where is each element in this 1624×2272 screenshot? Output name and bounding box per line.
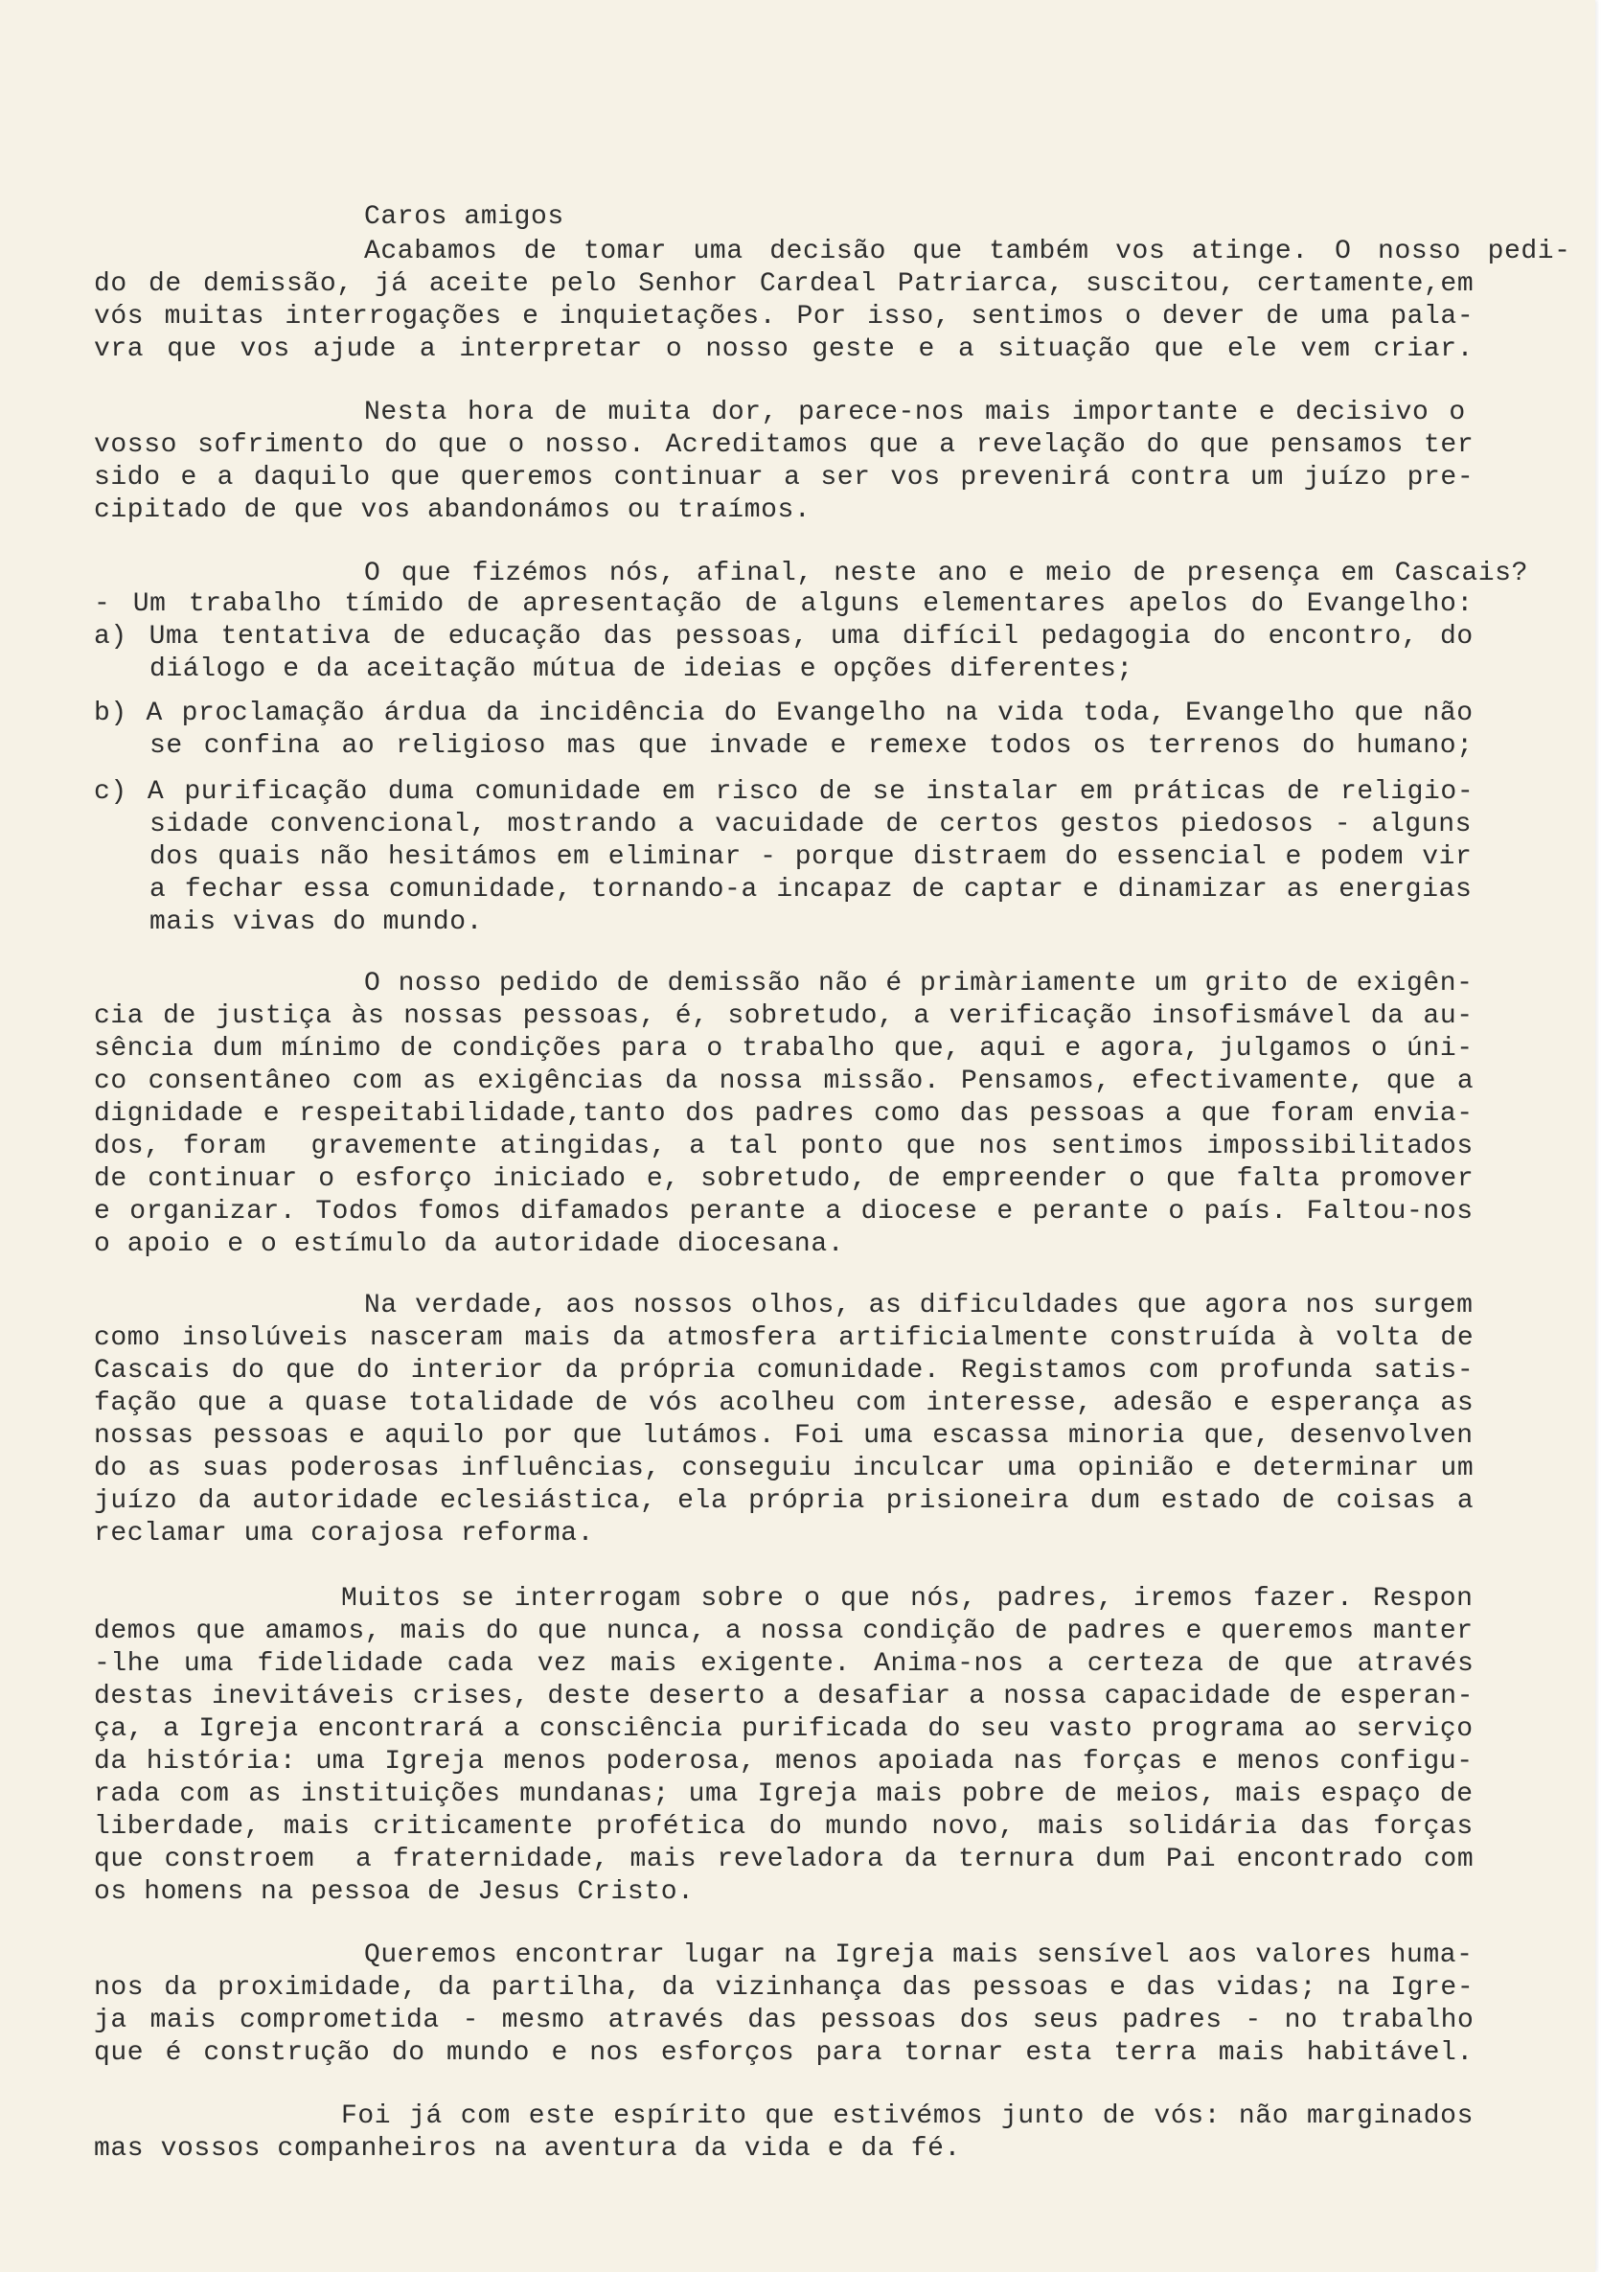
letter-line: vosso sofrimento do que o nosso. Acreditamos que a revelação do que pensamos ter	[94, 430, 1475, 460]
letter-line: cia de justiça às nossas pessoas, é, sobretudo, a verificação insofismável da au-	[94, 1001, 1474, 1031]
letter-line: mais vivas do mundo.	[149, 907, 484, 937]
letter-line: vós muitas interrogações e inquietações. Por isso, sentimos o dever de uma pala-	[94, 302, 1475, 332]
letter-line: demos que amamos, mais do que nunca, a nossa condição de padres e queremos manter	[94, 1617, 1474, 1646]
letter-line: a) Uma tentativa de educação das pessoas, uma difícil pedagogia do encontro, do	[94, 622, 1474, 652]
letter-line: de continuar o esforço iniciado e, sobretudo, de empreender o que falta promover	[94, 1164, 1475, 1194]
letter-line: os homens na pessoa de Jesus Cristo.	[94, 1877, 695, 1907]
letter-line: - Um trabalho tímido de apresentação de alguns elementares apelos do Evangelho:	[94, 589, 1474, 619]
letter-line: a fechar essa comunidade, tornando-a incapaz de captar e dinamizar as energias	[149, 875, 1473, 905]
letter-greeting: Caros amigos	[364, 202, 564, 232]
letter-line: cipitado de que vos abandonámos ou traímos.	[94, 495, 812, 525]
letter-line: b) A proclamação árdua da incidência do Evangelho na vida toda, Evangelho que não	[94, 699, 1474, 728]
letter-line: do de demissão, já aceite pelo Senhor Cardeal Patriarca, suscitou, certamente,em	[94, 269, 1475, 299]
letter-line: do as suas poderosas influências, conseguiu inculcar uma opinião e determinar um	[94, 1454, 1475, 1483]
letter-line: que é construção do mundo e nos esforços para tornar esta terra mais habitável.	[94, 2038, 1474, 2068]
letter-line: ça, a Igreja encontrará a consciência purificada do seu vasto programa ao serviço	[94, 1714, 1474, 1744]
letter-line: c) A purificação duma comunidade em risco de se instalar em práticas de religio-	[94, 777, 1475, 807]
letter-line: vra que vos ajude a interpretar o nosso geste e a situação que ele vem criar.	[94, 334, 1475, 364]
letter-line: reclamar uma corajosa reforma.	[94, 1519, 595, 1549]
letter-line: se confina ao religioso mas que invade e remexe todos os terrenos do humano;	[149, 731, 1474, 761]
letter-line: ja mais comprometida - mesmo através das pessoas dos seus padres - no trabalho	[94, 2006, 1475, 2035]
letter-line: como insolúveis nasceram mais da atmosfera artificialmente construída à volta de	[94, 1323, 1475, 1353]
letter-line: o apoio e o estímulo da autoridade diocesana.	[94, 1229, 845, 1259]
letter-line: Queremos encontrar lugar na Igreja mais sensível aos valores huma-	[364, 1940, 1474, 1970]
letter-line: liberdade, mais criticamente profética do mundo novo, mais solidária das forças	[94, 1812, 1474, 1842]
letter-line: Nesta hora de muita dor, parece-nos mais importante e decisivo o	[364, 398, 1466, 427]
letter-line: nossas pessoas e aquilo por que lutámos. Foi uma escassa minoria que, desenvolven	[94, 1421, 1474, 1451]
letter-line: sência dum mínimo de condições para o trabalho que, aqui e agora, julgamos o úni-	[94, 1034, 1474, 1064]
letter-line: co consentâneo com as exigências da nossa missão. Pensamos, efectivamente, que a	[94, 1067, 1475, 1096]
letter-line: O nosso pedido de demissão não é primàriamente um grito de exigên-	[364, 969, 1474, 998]
letter-line: dignidade e respeitabilidade,tanto dos padres como das pessoas a que foram envia-	[94, 1099, 1474, 1129]
letter-line: dos, foram gravemente atingidas, a tal ponto que nos sentimos impossibilitados	[94, 1132, 1474, 1161]
letter-line: destas inevitáveis crises, deste deserto a desafiar a nossa capacidade de esperan-	[94, 1682, 1475, 1711]
letter-line: mas vossos companheiros na aventura da vida e da fé.	[94, 2134, 961, 2164]
letter-line: e organizar. Todos fomos difamados perante a diocese e perante o país. Faltou-nos	[94, 1197, 1474, 1227]
letter-line: que constroem a fraternidade, mais reveladora da ternura dum Pai encontrado com	[94, 1845, 1475, 1874]
letter-line: Na verdade, aos nossos olhos, as dificuldades que agora nos surgem	[364, 1291, 1474, 1320]
letter-line: nos da proximidade, da partilha, da vizinhança das pessoas e das vidas; na Igre-	[94, 1973, 1475, 2003]
letter-line: -lhe uma fidelidade cada vez mais exigente. Anima-nos a certeza de que através	[94, 1649, 1475, 1679]
letter-line: fação que a quase totalidade de vós acolheu com interesse, adesão e esperança as	[94, 1388, 1475, 1418]
letter-line: da história: uma Igreja menos poderosa, menos apoiada nas forças e menos configu-	[94, 1747, 1474, 1777]
letter-line: sidade convencional, mostrando a vacuidade de certos gestos piedosos - alguns	[149, 810, 1473, 839]
letter-line: sido e a daquilo que queremos continuar a ser vos prevenirá contra um juízo pre-	[94, 463, 1475, 493]
letter-line: O que fizémos nós, afinal, neste ano e meio de presença em Cascais?	[364, 559, 1528, 588]
letter-line: rada com as instituições mundanas; uma Igreja mais pobre de meios, mais espaço de	[94, 1779, 1474, 1809]
letter-line: diálogo e da aceitação mútua de ideias e opções diferentes;	[149, 654, 1133, 684]
letter-line: dos quais não hesitámos em eliminar - porque distraem do essencial e podem vir	[149, 842, 1473, 872]
letter-line: juízo da autoridade eclesiástica, ela própria prisioneira dum estado de coisas a	[94, 1486, 1475, 1516]
letter-line: Foi já com este espírito que estivémos junto de vós: não marginados	[341, 2101, 1474, 2131]
letter-line: Acabamos de tomar uma decisão que também vos atinge. O nosso pedi-	[364, 237, 1571, 266]
letter-line: Cascais do que do interior da própria comunidade. Registamos com profunda satis-	[94, 1356, 1475, 1386]
letter-line: Muitos se interrogam sobre o que nós, padres, iremos fazer. Respon	[341, 1584, 1474, 1614]
